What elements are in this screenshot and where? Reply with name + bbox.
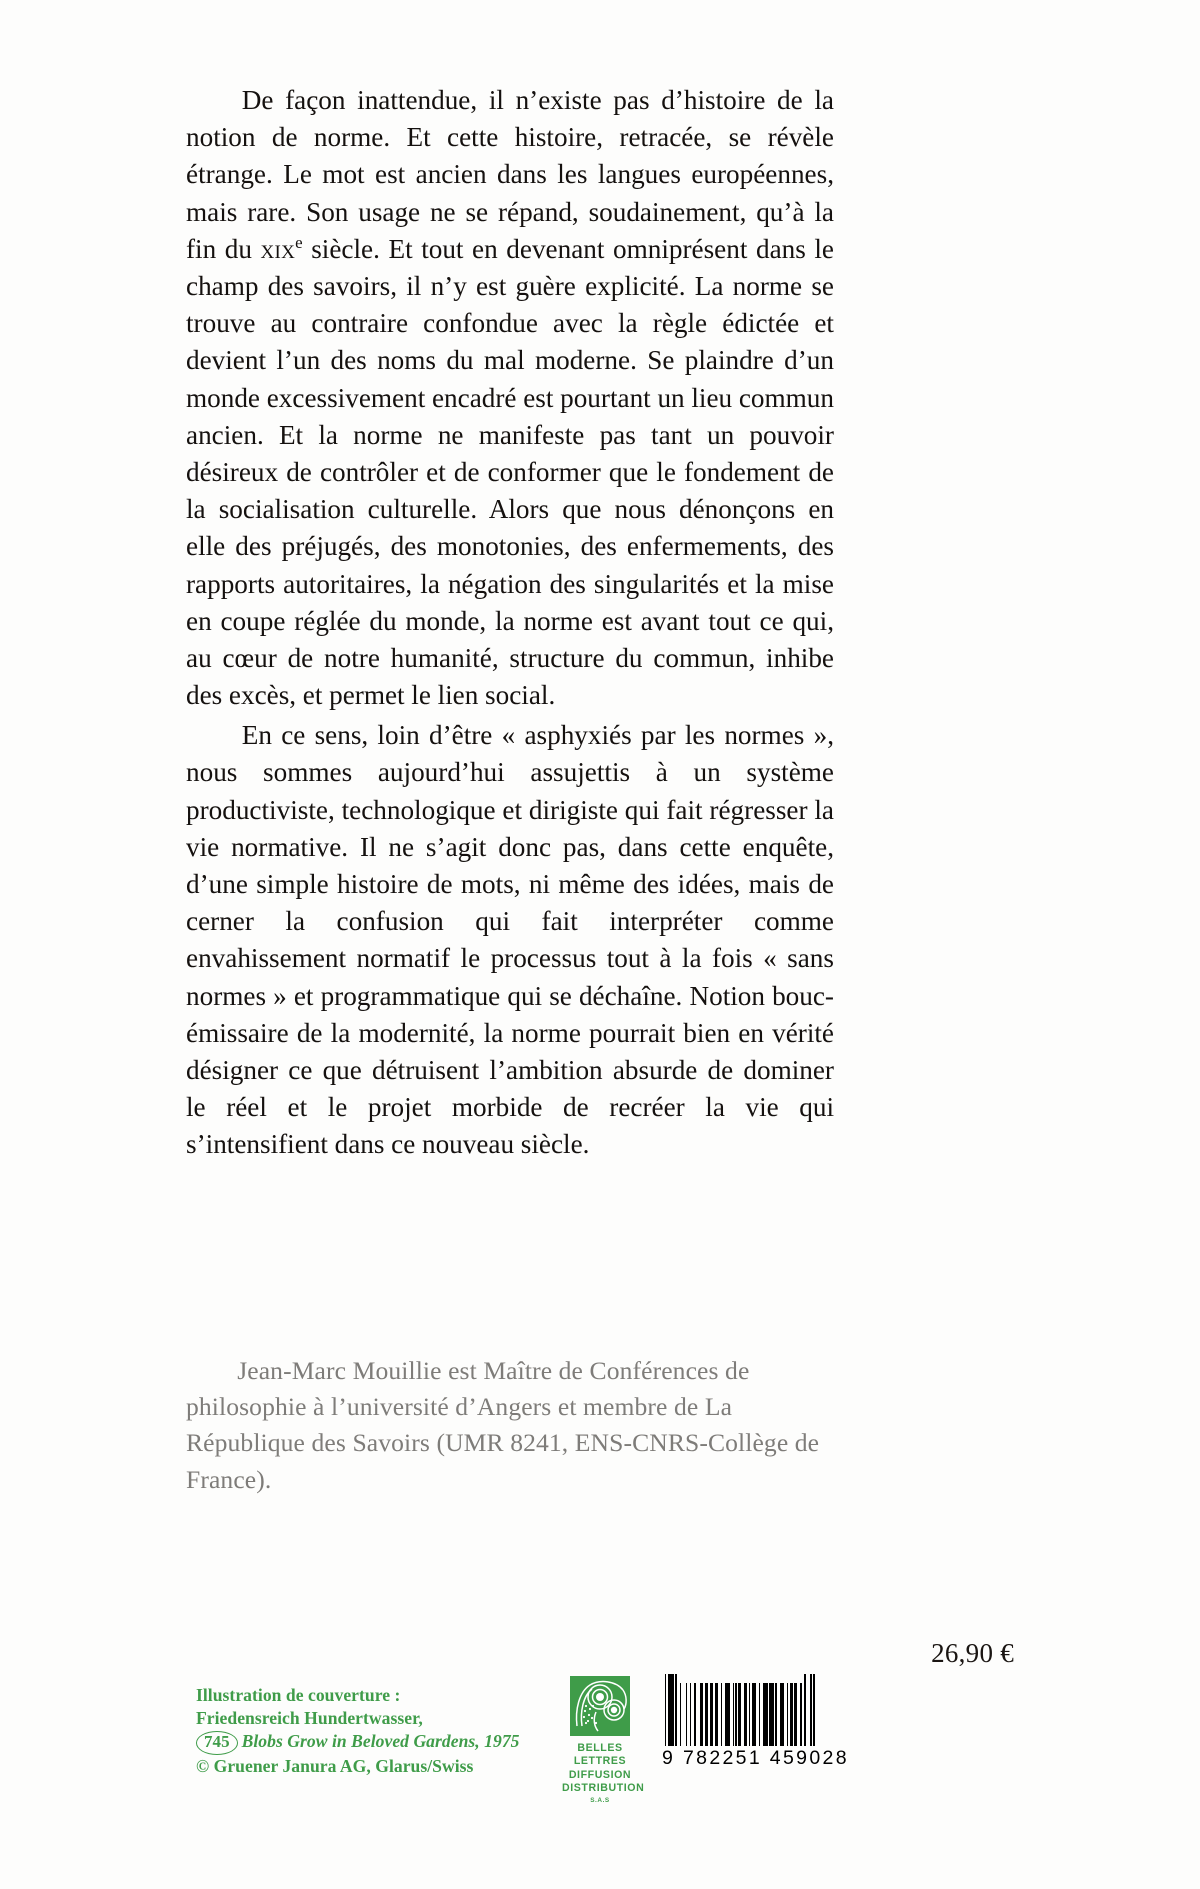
publisher-logo-block: [562, 1676, 645, 1804]
logo-line-1: BELLES LETTRES: [573, 1742, 627, 1768]
credit-artist: Friedensreich Hundertwasser,: [196, 1707, 423, 1728]
artwork-year-text: 1975: [484, 1730, 520, 1751]
credit-label: Illustration de couverture :: [196, 1685, 401, 1705]
credit-artwork-title: [242, 1730, 520, 1753]
price-label: 26,90 €: [931, 1638, 1014, 1668]
catalog-number-badge: 745: [196, 1731, 238, 1755]
logo-line-3: DISTRIBUTION: [562, 1782, 645, 1795]
publisher-logo-text: [562, 1742, 645, 1796]
author-bio-text: Jean-Marc Mouillie est Maître de Conférences de philosophie à l’université d’Angers et membre de La République des Savoirs (UMR 8241, ENS-CNRS-Collège de France).: [186, 1356, 820, 1494]
barcode-digits: 9 782251 459028: [662, 1747, 849, 1769]
logo-line-2: DIFFUSION: [568, 1768, 632, 1781]
author-bio-block: [186, 1353, 834, 1498]
century-ordinal-superscript: e: [295, 233, 303, 253]
cover-credit-block: [196, 1684, 616, 1778]
century-small-caps: xix: [260, 233, 296, 264]
isbn-barcode: [662, 1674, 849, 1770]
logo-line-sas: S.A.S: [590, 1796, 610, 1804]
blurb-paragraph-2: En ce sens, loin d’être « asphyxiés par les normes », nous sommes aujourd’hui assujettis à un système productiviste, technologique et dirigiste qui fait régresser la vie normative. Il ne s’agit donc pas, dans cette enquête, d’une simple histoire de mots, ni même des idées, mais de cerner la confusion qui fait interpréter comme envahissement normatif le processus tout à la fois « sans normes » et programmatique qui se déchaîne. Notion bouc-émissaire de la modernité, la norme pourrait bien en vérité désigner ce que détruisent l’ambition absurde de dominer le réel et le projet morbide de recréer la vie qui s’intensifient dans ce nouveau siècle.: [186, 720, 834, 1160]
barcode-bars: [662, 1674, 818, 1746]
artwork-year-sep: ,: [475, 1730, 485, 1751]
blurb-text-block: [186, 82, 834, 1164]
credit-artwork-line: [196, 1730, 616, 1755]
credit-copyright: © Gruener Janura AG, Glarus/Swiss: [196, 1755, 474, 1776]
blurb-p1-before-century: De façon inattendue, il n’existe pas d’histoire de la notion de norme. Et cette histoire, retracée, se révèle étrange. Le mot est ancien dans les langues européennes, mais rare. Son usage ne se répand, soudainement, qu’à la fin du: [186, 85, 834, 264]
owl-logo-icon: [570, 1676, 630, 1736]
artwork-title-text: Blobs Grow in Beloved Gardens: [241, 1730, 476, 1751]
blurb-paragraph-1: [186, 82, 834, 714]
blurb-p1-after-century: siècle. Et tout en devenant omniprésent dans le champ des savoirs, il n’y est guère explicité. La norme se trouve au contraire confondue avec la règle édictée et devient l’un des noms du mal moderne. Se plaindre d’un monde excessivement encadré est pourtant un lieu commun ancien. Et la norme ne manifeste pas tant un pouvoir désireux de contrôler et de conformer que le fondement de la socialisation culturelle. Alors que nous dénonçons en elle des préjugés, des monotonies, des enfermements, des rapports autoritaires, la négation des singularités et la mise en coupe réglée du monde, la norme est avant tout ce qui, au cœur de notre humanité, structure du commun, inhibe des excès, et permet le lien social.: [186, 233, 835, 711]
